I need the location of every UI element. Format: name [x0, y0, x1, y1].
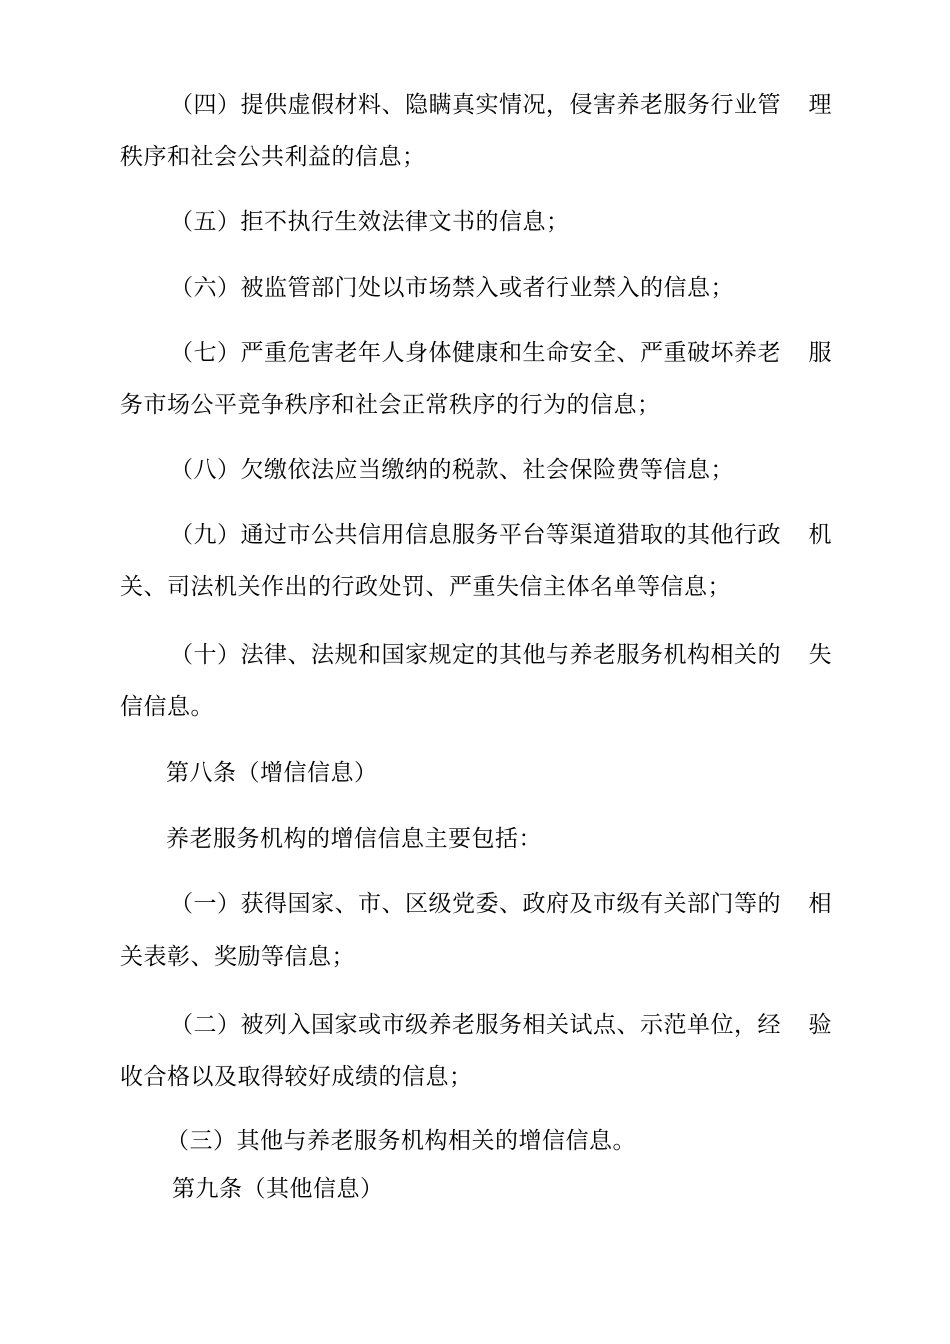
article-8-item-2-line-2: 收合格以及取得较好成绩的信息；: [120, 1064, 473, 1090]
item-9-text: （九）通过市公共信用信息服务平台等渠道猎取的其他行政: [170, 522, 781, 548]
item-7-line-2: 务市场公平竞争秩序和社会正常秩序的行为的信息；: [120, 392, 661, 418]
item-10-line-2: 信信息。: [120, 694, 214, 720]
item-10-line-1: [120, 640, 832, 670]
article-8-item-1-line-2: 关表彰、奖励等信息；: [120, 944, 355, 970]
article-8-item-1-tail: 相: [808, 891, 832, 917]
item-4-line-2: 秩序和社会公共利益的信息；: [120, 144, 426, 170]
item-7-tail: 服: [808, 340, 832, 366]
item-9-line-2: 关、司法机关作出的行政处罚、严重失信主体名单等信息；: [120, 574, 731, 600]
item-10-text: （十）法律、法规和国家规定的其他与养老服务机构相关的: [170, 642, 781, 668]
item-9-tail: 机: [808, 522, 832, 548]
item-7-line-1: [120, 338, 832, 368]
item-4-text: （四）提供虚假材料、隐瞒真实情况，侵害养老服务行业管: [170, 92, 781, 118]
item-9-line-1: [120, 520, 832, 550]
item-5: （五）拒不执行生效法律文书的信息；: [170, 209, 570, 235]
item-6: （六）被监管部门处以市场禁入或者行业禁入的信息；: [170, 275, 734, 301]
item-10-tail: 失: [808, 642, 832, 668]
article-8-item-2-line-1: [120, 1010, 832, 1040]
item-8: （八）欠缴依法应当缴纳的税款、社会保险费等信息；: [170, 457, 734, 483]
article-8-item-2-text: （二）被列入国家或市级养老服务相关试点、示范单位，经: [170, 1012, 781, 1038]
article-8-title: 第八条（增信信息）: [166, 760, 378, 786]
item-4-tail: 理: [808, 92, 832, 118]
article-8-item-1-text: （一）获得国家、市、区级党委、政府及市级有关部门等的: [170, 891, 781, 917]
item-7-text: （七）严重危害老年人身体健康和生命安全、严重破坏养老: [170, 340, 781, 366]
article-8-item-2-tail: 验: [808, 1012, 832, 1038]
article-8-item-1-line-1: [120, 889, 832, 919]
article-8-intro: 养老服务机构的增信信息主要包括：: [166, 826, 542, 852]
article-9-title: 第九条（其他信息）: [172, 1176, 384, 1202]
item-4-line-1: [120, 90, 832, 120]
article-8-item-3: （三）其他与养老服务机构相关的增信信息。: [166, 1128, 636, 1154]
